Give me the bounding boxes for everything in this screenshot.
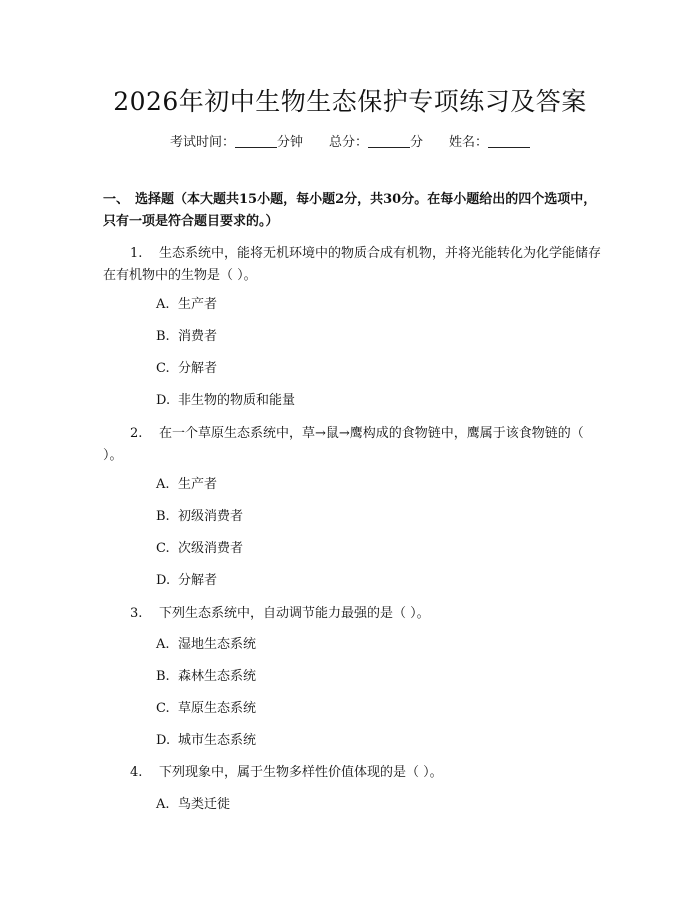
option-letter: D. [156,573,171,588]
option-letter: A. [156,297,170,312]
name-label: 姓名： [449,135,489,150]
score-label: 总分： [328,135,368,150]
option-4a [156,796,230,814]
option-1c [156,360,217,378]
option-3a [156,636,256,654]
option-letter: D. [156,733,171,748]
question-text: 在一个草原生态系统中，草→鼠→鹰构成的食物链中，鹰属于该食物链的（ ）。 [103,426,584,463]
option-text: 湿地生态系统 [178,637,257,652]
score-blank [368,135,410,148]
option-letter: D. [156,393,171,408]
question-text: 下列生态系统中，自动调节能力最强的是（ ）。 [159,606,430,621]
option-text: 次级消费者 [178,541,244,556]
option-letter: A. [156,797,170,812]
page-title: 2026年初中生物生态保护专项练习及答案 [113,87,587,116]
question-2 [103,423,603,467]
time-label: 考试时间： [169,135,235,150]
question-number: 1. [130,246,143,261]
section-number: 一、 [103,192,130,207]
question-4 [103,762,603,784]
option-text: 城市生态系统 [178,733,257,748]
question-3 [103,603,603,625]
option-letter: B. [156,509,170,524]
score-unit: 分 [410,135,424,150]
exam-meta [0,131,700,150]
option-2b [156,508,243,526]
question-number: 2. [130,426,143,441]
option-letter: C. [156,701,170,716]
option-text: 分解者 [178,573,218,588]
section-text: 选择题（本大题共15小题，每小题2分，共30分。在每小题给出的四个选项中，只有一项是符合题目要求的。） [103,192,597,229]
option-text: 森林生态系统 [178,669,257,684]
option-letter: C. [156,361,170,376]
option-text: 生产者 [178,297,218,312]
option-text: 生产者 [178,477,218,492]
option-2d [156,572,217,590]
option-text: 消费者 [178,329,218,344]
option-text: 初级消费者 [178,509,244,524]
option-letter: C. [156,541,170,556]
question-1 [103,243,603,287]
option-3d [156,732,256,750]
question-text: 下列现象中，属于生物多样性价值体现的是（ ）。 [159,765,443,780]
option-text: 分解者 [178,361,218,376]
question-number: 4. [130,765,143,780]
time-unit: 分钟 [276,135,303,150]
option-3c [156,700,256,718]
question-number: 3. [130,606,143,621]
option-text: 草原生态系统 [178,701,257,716]
option-2a [156,476,217,494]
option-text: 鸟类迁徙 [178,797,231,812]
option-letter: B. [156,669,170,684]
option-letter: A. [156,637,170,652]
option-1b [156,328,217,346]
option-letter: A. [156,477,170,492]
option-1d [156,392,295,410]
name-blank [488,135,530,148]
option-text: 非生物的物质和能量 [178,393,296,408]
section-heading [103,189,603,233]
question-text: 生态系统中，能将无机环境中的物质合成有机物，并将光能转化为化学能储存在有机物中的生物是（ ）。 [103,246,602,283]
time-blank [235,135,277,148]
option-1a [156,296,217,314]
option-letter: B. [156,329,170,344]
option-2c [156,540,243,558]
option-3b [156,668,256,686]
